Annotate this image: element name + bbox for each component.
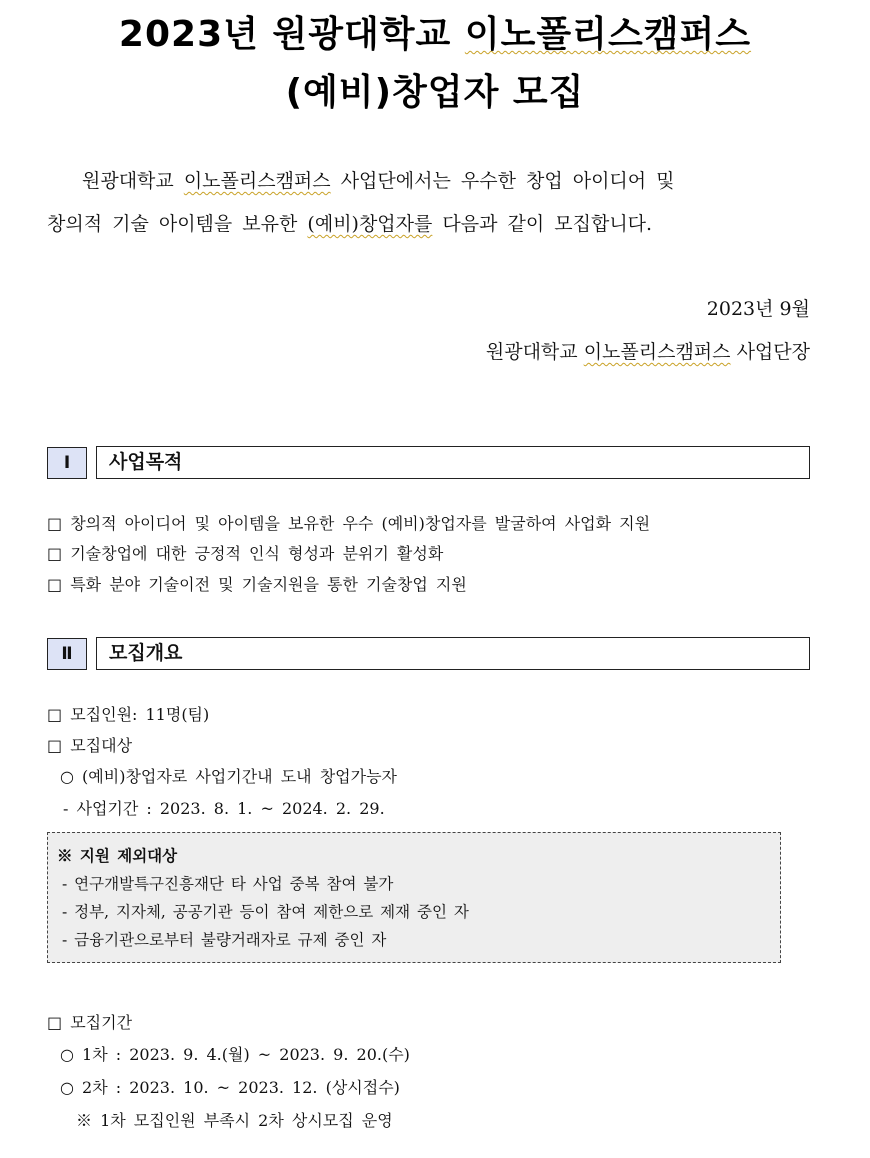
purpose-item-1: □ 창의적 아이디어 및 아이템을 보유한 우수 (예비)창업자를 발굴하여 사업화 지원 [47,514,651,533]
intro-line2-a: 창의적 기술 아이템을 보유한 [47,213,308,235]
section-1-number: Ⅰ [47,447,87,479]
recruit-target-heading: □ 모집대상 [47,736,133,755]
recruit-count: □ 모집인원: 11명(팀) [47,705,210,724]
signature-org-mark: 이노폴리스캠퍼스 [583,341,731,363]
exclusion-item-2: - 정부, 지자체, 공공기관 등이 참여 제한으로 제재 중인 자 [62,903,469,921]
intro-line1-org: 이노폴리스캠퍼스 [183,170,331,192]
recruit-round-2: ○ 2차 : 2023. 10. ~ 2023. 12. (상시접수) [60,1078,400,1097]
section-2-title: 모집개요 [96,637,810,670]
section-1-title: 사업목적 [96,446,810,479]
recruit-round-1: ○ 1차 : 2023. 9. 4.(월) ~ 2023. 9. 20.(수) [60,1045,410,1064]
exclusion-heading: ※ 지원 제외대상 [57,846,178,865]
section-2-number: Ⅱ [47,638,87,670]
intro-line1 [82,166,675,193]
purpose-item-3: □ 특화 분야 기술이전 및 기술지원을 통한 기술창업 지원 [47,575,467,594]
signature-org-b: 사업단장 [730,341,810,363]
title-prefix: 2023년 원광대학교 [118,14,465,55]
intro-line1-a: 원광대학교 [82,170,184,192]
intro-line2 [47,209,652,236]
page-title-line2: (예비)창업자 모집 [285,72,585,113]
business-period-item: - 사업기간 : 2023. 8. 1. ~ 2024. 2. 29. [63,799,385,818]
exclusion-item-1: - 연구개발특구진흥재단 타 사업 중복 참여 불가 [62,875,394,893]
purpose-item-2: □ 기술창업에 대한 긍정적 인식 형성과 분위기 활성화 [47,544,444,563]
signature-org-a: 원광대학교 [485,341,584,363]
intro-line2-mark: (예비)창업자를 [307,213,433,235]
title-org: 이노폴리스캠퍼스 [464,14,752,55]
intro-line2-b: 다음과 같이 모집합니다. [432,213,653,235]
exclusion-item-3: - 금융기관으로부터 불량거래자로 규제 중인 자 [62,931,387,949]
recruit-target-item: ○ (예비)창업자로 사업기간내 도내 창업가능자 [60,767,397,786]
signature-org [486,337,810,364]
recruit-note: ※ 1차 모집인원 부족시 2차 상시모집 운영 [76,1111,393,1130]
recruit-period-heading: □ 모집기간 [47,1013,133,1032]
intro-line1-b: 사업단에서는 우수한 창업 아이디어 및 [330,170,675,192]
page-title-line1 [0,6,870,57]
date-text: 2023년 9월 [706,298,810,320]
